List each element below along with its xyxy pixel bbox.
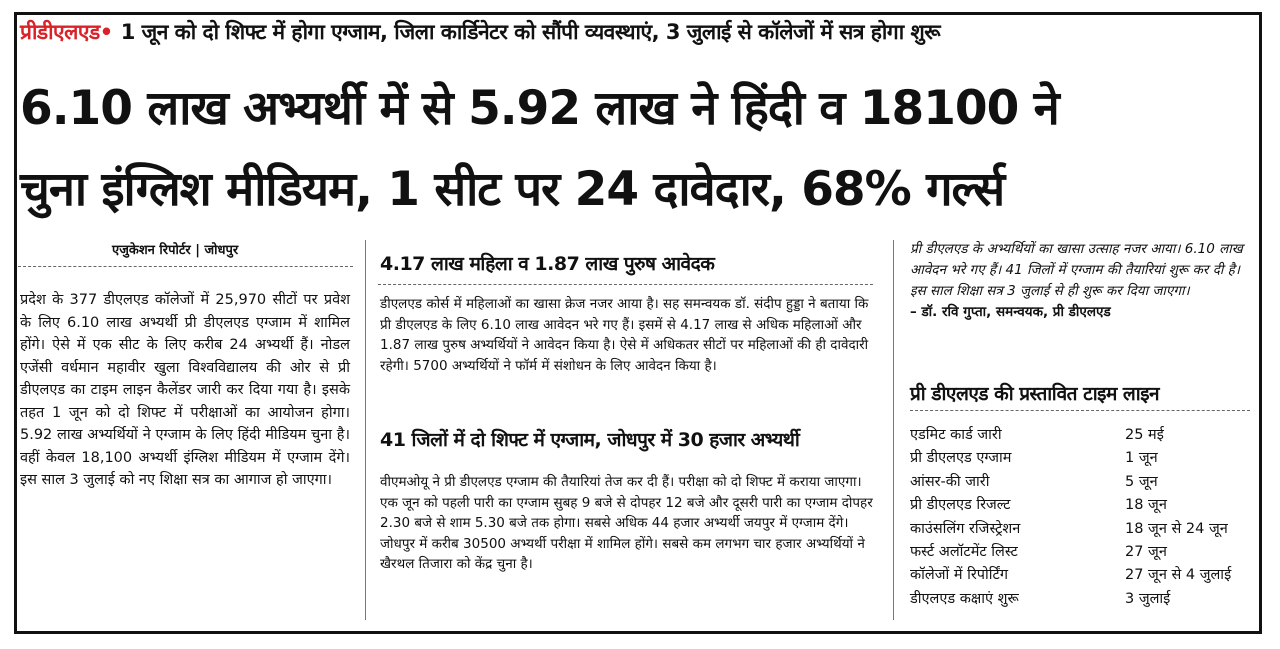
timeline-date: 25 मई xyxy=(1125,427,1164,443)
middle-paragraph-2: वीएमओयू ने प्री डीएलएड एग्जाम की तैयारियां तेज कर दी हैं। परीक्षा को दो शिफ्ट में कराया जाएगा। एक जून को पहली पारी का एग्जाम सुबह 9 बजे से दोपहर 12 बजे और दूसरी पारी का एग्जाम दोपहर 2.30 बजे से शाम 5.30 बजे तक होगा। सबसे अधिक 44 हजार अभ्यर्थी जयपुर में एग्जाम देंगे। जोधपुर में करीब 30500 अभ्यर्थी परीक्षा में शामिल होंगे। सबसे कम लगभग चार हजार अभ्यर्थियों ने खैरथल तिजारा को केंद्र चुना है। xyxy=(380,474,873,572)
subhead-applicants: 4.17 लाख महिला व 1.87 लाख पुरुष आवेदक xyxy=(380,253,715,275)
section-tag: प्रीडीएलएड• xyxy=(20,20,113,44)
timeline-event: एडमिट कार्ड जारी xyxy=(910,427,1002,443)
byline: एजुकेशन रिपोर्टर | जोधपुर xyxy=(112,243,239,258)
timeline-table xyxy=(910,424,1255,611)
subhead-divider xyxy=(378,284,873,285)
timeline-date: 18 जून से 24 जून xyxy=(1125,520,1228,537)
timeline-date: 5 जून xyxy=(1125,473,1158,490)
timeline-event: कॉलेजों में रिपोर्टिंग xyxy=(910,567,1009,584)
timeline-event: काउंसलिंग रजिस्ट्रेशन xyxy=(910,520,1021,537)
quote-attribution: – डॉ. रवि गुप्ता, समन्वयक, प्री डीएलएड xyxy=(910,304,1111,320)
timeline-divider xyxy=(910,410,1250,411)
middle-paragraph-1: डीएलएड कोर्स में महिलाओं का खासा क्रेज नजर आया है। सह समन्वयक डॉ. संदीप हुड्डा ने बताया कि प्री डीएलएड के लिए 6.10 लाख आवेदन भरे गए हैं। इसमें से 4.17 लाख से अधिक महिलाओं और 1.87 लाख पुरुष अभ्यर्थियों ने आवेदन किया है। ऐसे में अधिकतर सीटों पर महिलाओं की ही दावेदारी रहेगी। 5700 अभ्यर्थियों ने फॉर्म में संशोधन के लिए आवेदन किया है। xyxy=(380,296,869,374)
headline-line-1: 6.10 लाख अभ्यर्थी में से 5.92 लाख ने हिंदी व 18100 ने xyxy=(20,81,1059,136)
timeline-row xyxy=(910,494,1255,517)
subhead-exam-shifts: 41 जिलों में दो शिफ्ट में एग्जाम, जोधपुर में 30 हजार अभ्यर्थी xyxy=(380,429,800,451)
kicker-line xyxy=(20,18,940,46)
coordinator-quote xyxy=(910,239,1250,323)
headline-line-2: चुना इंग्लिश मीडियम, 1 सीट पर 24 दावेदार, 68% गर्ल्स xyxy=(20,162,1005,217)
timeline-row xyxy=(910,518,1255,541)
timeline-event: डीएलएड कक्षाएं शुरू xyxy=(910,590,1019,607)
timeline-event: प्री डीएलएड रिजल्ट xyxy=(910,497,1011,514)
timeline-row xyxy=(910,564,1255,587)
timeline-date: 27 जून से 4 जुलाई xyxy=(1125,567,1232,584)
timeline-row xyxy=(910,588,1255,611)
kicker-text: 1 जून को दो शिफ्ट में होगा एग्जाम, जिला कार्डिनेटर को सौंपी व्यवस्थाएं, 3 जुलाई से कॉलेजों में सत्र होगा शुरू xyxy=(120,20,941,44)
timeline-date: 18 जून xyxy=(1125,497,1167,514)
column-divider-right xyxy=(893,240,894,620)
timeline-row xyxy=(910,471,1255,494)
timeline-row xyxy=(910,541,1255,564)
timeline-row xyxy=(910,447,1255,470)
left-column-body: प्रदेश के 377 डीएलएड कॉलेजों में 25,970 सीटों पर प्रवेश के लिए 6.10 लाख अभ्यर्थी प्री डीएलएड एग्जाम में शामिल होंगे। ऐसे में एक सीट के लिए करीब 24 अभ्यर्थी हैं। नोडल एजेंसी वर्धमान महावीर खुला विश्वविद्यालय की ओर से प्री डीएलएड का टाइम लाइन कैलेंडर जारी कर दिया गया है। इसके तहत 1 जून को दो शिफ्ट में परीक्षाओं का आयोजन होगा। 5.92 लाख अभ्यर्थियों ने एग्जाम के लिए हिंदी मीडियम चुना है। वहीं केवल 18,100 अभ्यर्थी इंग्लिश मीडियम में एग्जाम देंगे। इस साल 3 जुलाई को नए शिक्षा सत्र का आगाज हो जाएगा। xyxy=(20,292,350,488)
byline-divider xyxy=(18,266,353,267)
quote-text: प्री डीएलएड के अभ्यर्थियों का खासा उत्साह नजर आया। 6.10 लाख आवेदन भरे गए हैं। 41 जिलों में एग्जाम की तैयारियां शुरू कर दी है। इस साल शिक्षा सत्र 3 जुलाई से ही शुरू कर दिया जाएगा। xyxy=(910,241,1243,299)
timeline-date: 1 जून xyxy=(1125,450,1158,467)
timeline-event: प्री डीएलएड एग्जाम xyxy=(910,450,1012,467)
timeline-date: 27 जून xyxy=(1125,543,1167,560)
timeline-date: 3 जुलाई xyxy=(1125,590,1171,607)
timeline-row xyxy=(910,424,1255,447)
timeline-event: फर्स्ट अलॉटमेंट लिस्ट xyxy=(910,543,1018,560)
timeline-title: प्री डीएलएड की प्रस्तावित टाइम लाइन xyxy=(910,383,1160,405)
column-divider-left xyxy=(365,240,366,620)
timeline-event: आंसर-की जारी xyxy=(910,473,990,490)
